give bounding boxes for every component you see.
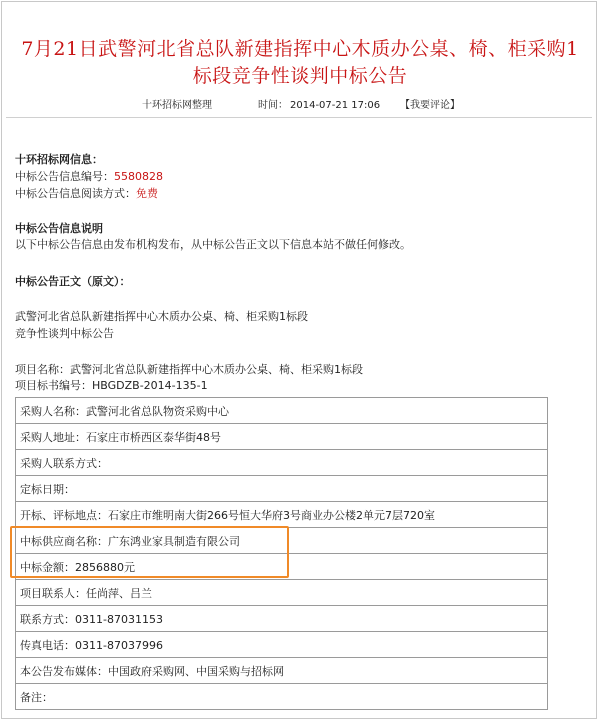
table-row — [16, 684, 548, 710]
notice-text: 以下中标公告信息由发布机构发布，从中标公告正文以下信息本站不做任何修改。 — [15, 238, 411, 251]
article-title-line2: 标段竞争性谈判中标公告 — [192, 65, 408, 87]
table-row — [16, 502, 548, 528]
title-divider — [6, 117, 592, 118]
table-cell: 本公告发布媒体：中国政府采购网、中国采购与招标网 — [16, 658, 548, 684]
article-title-line1: 7月21日武警河北省总队新建指挥中心木质办公桌、椅、柜采购1 — [21, 38, 579, 60]
project-name: 项目名称：武警河北省总队新建指挥中心木质办公桌、椅、柜采购1标段 — [15, 363, 363, 376]
notice-id-value: 5580828 — [114, 170, 163, 183]
article-meta — [0, 99, 600, 113]
table-cell: 定标日期： — [16, 476, 548, 502]
project-code: 项目标书编号：HBGDZB-2014-135-1 — [15, 379, 208, 392]
site-info-heading: 十环招标网信息： — [15, 153, 103, 166]
table-row — [16, 476, 548, 502]
table-cell: 采购人名称：武警河北省总队物资采购中心 — [16, 398, 548, 424]
table-cell: 联系方式：0311-87031153 — [16, 606, 548, 632]
table-row — [16, 606, 548, 632]
table-row — [16, 658, 548, 684]
read-method-label: 中标公告信息阅读方式： — [15, 187, 136, 200]
notice-id-label: 中标公告信息编号： — [15, 170, 114, 183]
table-cell: 中标供应商名称：广东鸿业家具制造有限公司 — [16, 528, 548, 554]
table-cell: 采购人地址：石家庄市桥西区泰华街48号 — [16, 424, 548, 450]
read-method-value: 免费 — [136, 187, 158, 200]
article-source: 十环招标网整理 — [142, 100, 212, 111]
comment-link[interactable]: 【我要评论】 — [400, 100, 460, 111]
body-heading: 中标公告正文（原文）： — [15, 275, 131, 288]
table-row — [16, 450, 548, 476]
table-cell: 中标金额：2856880元 — [16, 554, 548, 580]
publish-time: 2014-07-21 17:06 — [290, 100, 381, 111]
winning-bid-highlight-box — [10, 526, 289, 578]
table-cell: 项目联系人：任尚萍、吕兰 — [16, 580, 548, 606]
table-cell: 备注： — [16, 684, 548, 710]
body-intro-line2: 竞争性谈判中标公告 — [15, 327, 114, 340]
table-cell: 传真电话：0311-87037996 — [16, 632, 548, 658]
notice-id-row — [15, 169, 163, 185]
time-label: 时间： — [258, 100, 288, 111]
read-method-row — [15, 186, 158, 202]
table-row — [16, 632, 548, 658]
body-intro-line1: 武警河北省总队新建指挥中心木质办公桌、椅、柜采购1标段 — [15, 310, 308, 323]
table-row — [16, 580, 548, 606]
table-row — [16, 398, 548, 424]
notice-heading: 中标公告信息说明 — [15, 222, 103, 235]
table-cell: 采购人联系方式： — [16, 450, 548, 476]
article-title — [4, 36, 596, 90]
table-cell: 开标、评标地点：石家庄市维明南大街266号恒大华府3号商业办公楼2单元7层720室 — [16, 502, 548, 528]
table-row — [16, 424, 548, 450]
